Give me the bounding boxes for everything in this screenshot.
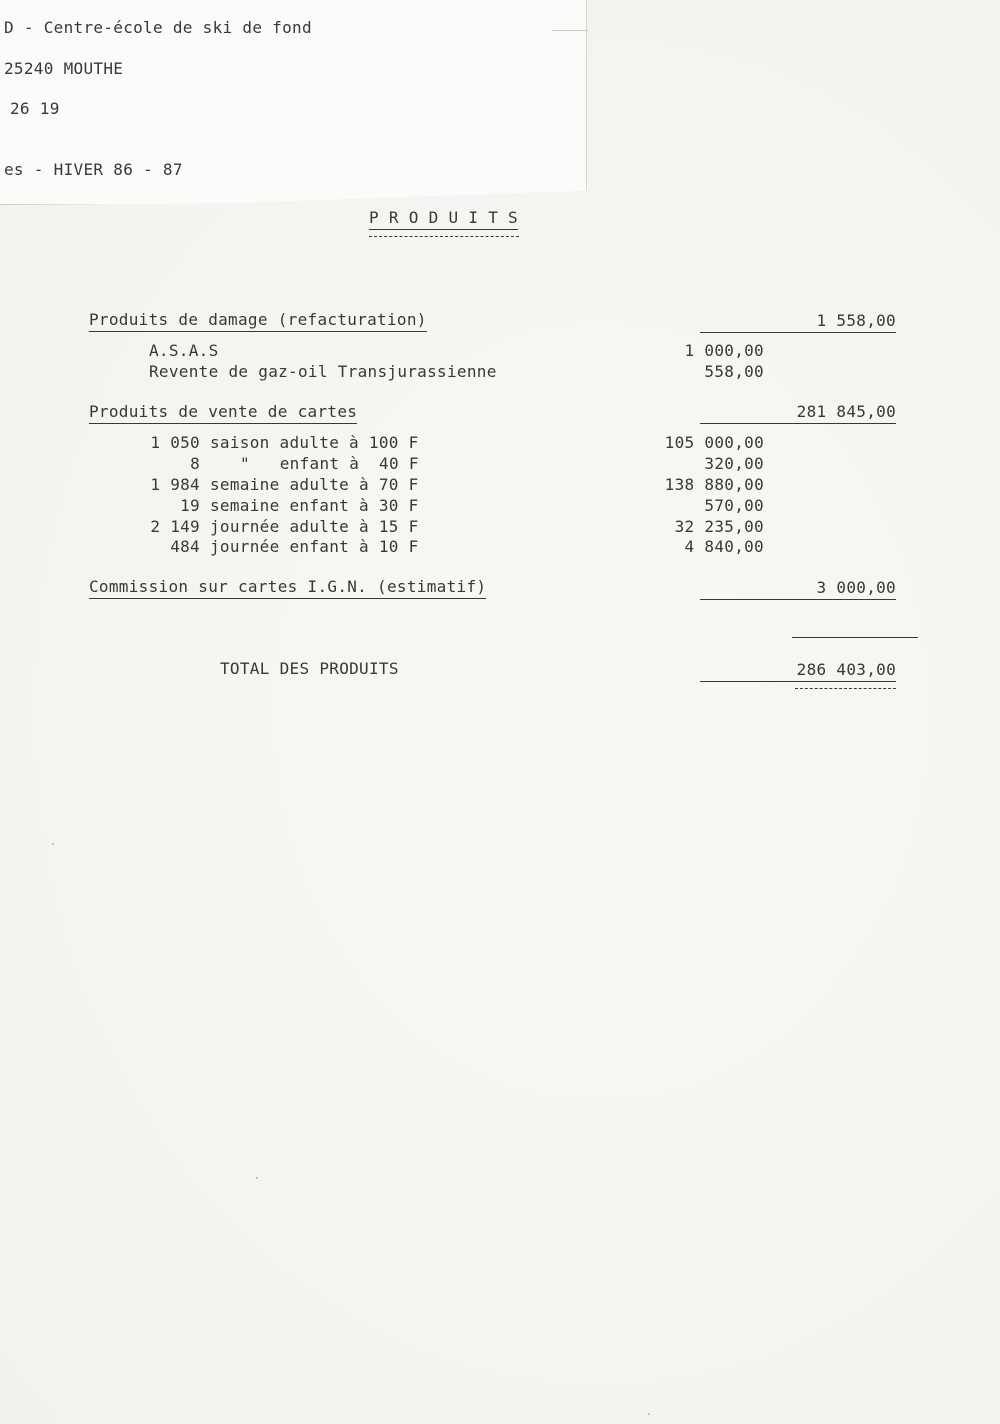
header-line-1: D - Centre-école de ski de fond (4, 18, 312, 37)
section-cartes-total: 281 845,00 (700, 402, 896, 424)
paper-speck (648, 1413, 650, 1415)
grand-total-value: 286 403,00 (700, 660, 896, 682)
header-line-3: 26 19 (10, 99, 60, 118)
slip-edge-mark (552, 30, 588, 31)
carte-desc: " enfant à 40 F (240, 454, 419, 473)
paper-speck (52, 843, 54, 845)
carte-desc: journée adulte à 15 F (210, 517, 419, 536)
grand-total-label: TOTAL DES PRODUITS (220, 659, 399, 678)
damage-item-label: Revente de gaz-oil Transjurassienne (149, 362, 497, 381)
header-line-4: es - HIVER 86 - 87 (4, 160, 183, 179)
carte-qty: 1 984 (150, 475, 200, 494)
damage-item-amount: 1 000,00 (684, 341, 764, 360)
carte-qty: 2 149 (150, 517, 200, 536)
section-commission-total: 3 000,00 (700, 578, 896, 600)
section-commission-label: Commission sur cartes I.G.N. (estimatif) (89, 577, 486, 599)
section-damage-total: 1 558,00 (700, 311, 896, 333)
carte-desc: semaine adulte à 70 F (210, 475, 419, 494)
carte-qty: 8 (190, 454, 200, 473)
paper-speck (256, 1177, 258, 1179)
carte-qty: 484 (170, 537, 200, 556)
carte-desc: semaine enfant à 30 F (210, 496, 419, 515)
damage-item-label: A.S.A.S (149, 341, 219, 360)
carte-amount: 32 235,00 (674, 517, 764, 536)
carte-amount: 320,00 (704, 454, 764, 473)
section-damage-label: Produits de damage (refacturation) (89, 310, 427, 332)
carte-desc: journée enfant à 10 F (210, 537, 419, 556)
title-dashed-underline (369, 236, 519, 237)
section-cartes-label: Produits de vente de cartes (89, 402, 357, 424)
carte-amount: 138 880,00 (664, 475, 764, 494)
damage-item-amount: 558,00 (704, 362, 764, 381)
carte-qty: 19 (180, 496, 200, 515)
page-title: P R O D U I T S (369, 208, 518, 230)
total-separator-rule (792, 637, 918, 638)
carte-desc: saison adulte à 100 F (210, 433, 419, 452)
carte-amount: 4 840,00 (684, 537, 764, 556)
header-line-2: 25240 MOUTHE (4, 59, 124, 78)
carte-amount: 105 000,00 (664, 433, 764, 452)
grand-total-dashed-underline (795, 688, 896, 689)
carte-amount: 570,00 (704, 496, 764, 515)
carte-qty: 1 050 (150, 433, 200, 452)
